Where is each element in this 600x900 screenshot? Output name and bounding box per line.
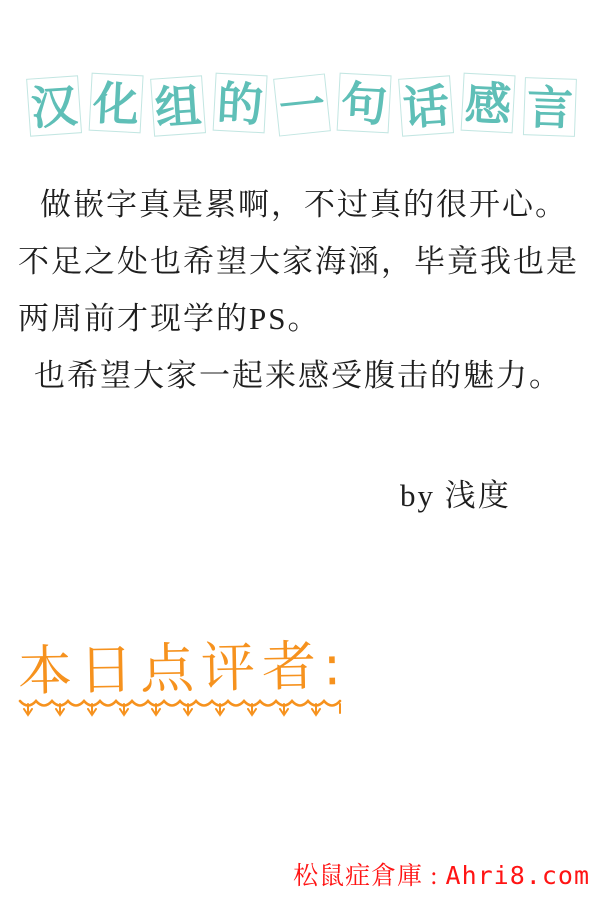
title-char: 汉 (26, 75, 82, 136)
footer-archive-name: 松鼠症倉庫 (293, 863, 424, 890)
title-char: 感 (461, 73, 516, 134)
title-char: 句 (337, 73, 392, 134)
title-char: 组 (150, 75, 206, 136)
decorative-squiggle-underline (18, 694, 348, 724)
footer-watermark (293, 856, 590, 892)
section-heading (17, 634, 358, 730)
byline: by 浅度 (400, 478, 511, 513)
title-char: 化 (89, 73, 144, 134)
title-char: 话 (398, 75, 454, 136)
afterword-text (18, 176, 592, 404)
body-line-1: 做嵌字真是累啊，不过真的很开心。 (40, 187, 568, 222)
section-heading-text: 本日点评者: (17, 634, 349, 703)
body-line-3: 两周前才现学的PS。 (18, 301, 321, 336)
page-title (28, 76, 576, 134)
footer-site-url: Ahri8.com (445, 861, 590, 890)
title-char: 的 (213, 73, 268, 134)
body-line-4: 也希望大家一起来感受腹击的魅力。 (34, 358, 562, 393)
body-line-2: 不足之处也希望大家海涵，毕竟我也是 (18, 244, 579, 279)
footer-separator: : (423, 863, 446, 890)
title-char: 言 (523, 77, 577, 137)
title-char: 一 (273, 73, 331, 136)
